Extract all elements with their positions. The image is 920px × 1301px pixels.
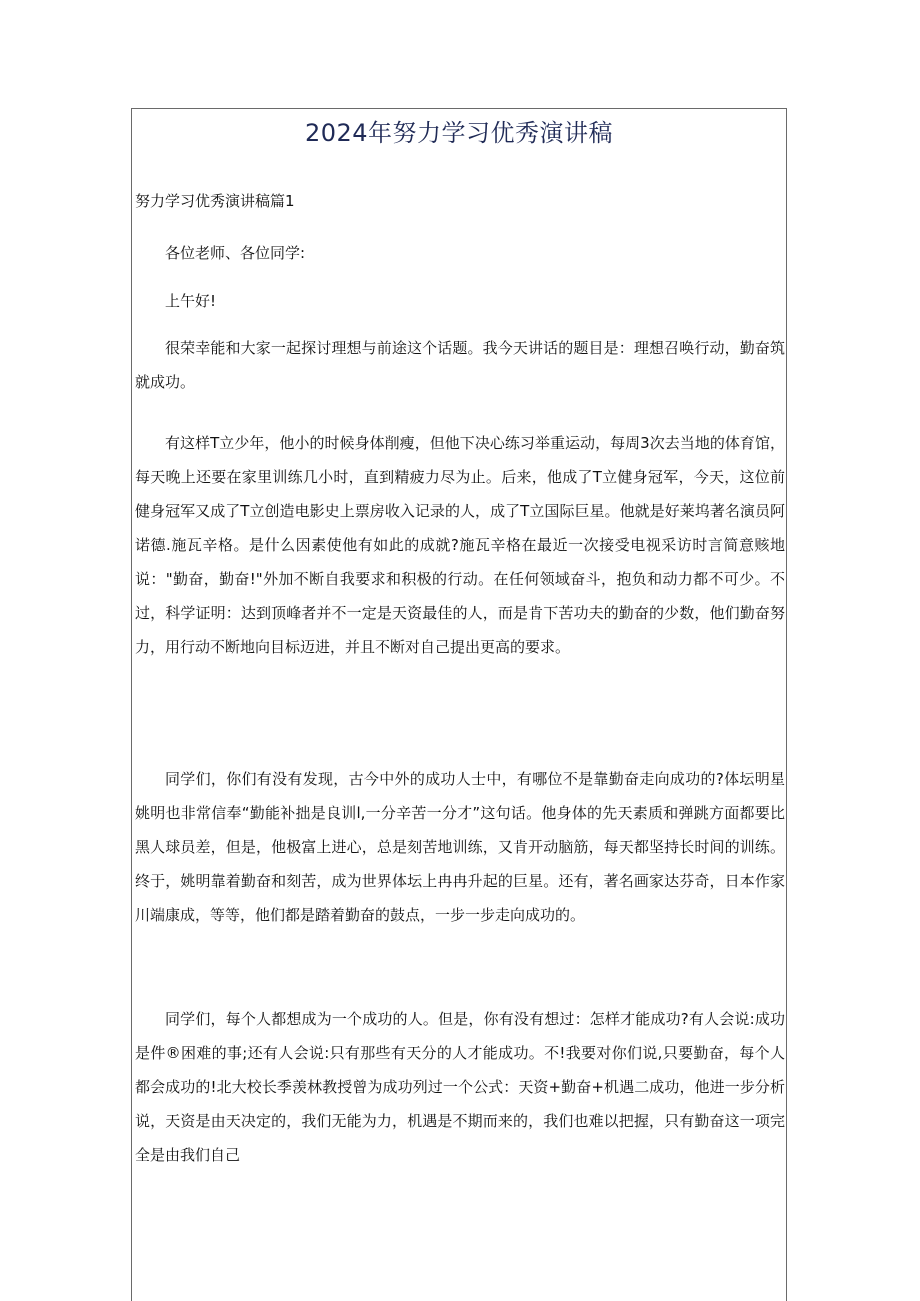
section-title: 努力学习优秀演讲稿篇1 bbox=[135, 192, 295, 210]
salutation-line: 上午好! bbox=[165, 292, 217, 310]
paragraph: 很荣幸能和大家一起探讨理想与前途这个话题。我今天讲话的题目是：理想召唤行动，勤奋筑就成功。 bbox=[135, 339, 785, 391]
paragraph: 有这样T立少年，他小的时候身体削瘦，但他下决心练习举重运动，每周3次去当地的体育馆，每天晚上还要在家里训练几小时，直到精疲力尽为止。后来，他成了T立健身冠军，今天，这位前健身冠军又成了T立创造电影史上票房收入记录的人，成了T立国际巨星。他就是好莱坞著名演员阿诺德.施瓦辛格。是什么因素使他有如此的成就?施瓦辛格在最近一次接受电视采访时言简意赅地说："勤奋，勤奋!"外加不断自我要求和积极的行动。在任何领域奋斗，抱负和动力都不可少。不过，科学证明：达到顶峰者并不一定是天资最佳的人，而是肯下苦功夫的勤奋的少数，他们勤奋努力，用行动不断地向目标迈进，并且不断对自己提出更高的要求。 bbox=[135, 434, 785, 656]
paragraph: 同学们，每个人都想成为一个成功的人。但是，你有没有想过：怎样才能成功?有人会说:成功是件®困难的事;还有人会说:只有那些有天分的人才能成功。不!我要对你们说,只要勤奋，每个人都会成功的!北大校长季羡林教授曾为成功列过一个公式：天资+勤奋+机遇二成功，他进一步分析说，天资是由天决定的，我们无能为力，机遇是不期而来的，我们也难以把握，只有勤奋这一项完全是由我们自己 bbox=[135, 1010, 785, 1164]
greeting-line: 各位老师、各位同学: bbox=[165, 244, 306, 262]
document-title: 2024年努力学习优秀演讲稿 bbox=[304, 119, 614, 147]
paragraph: 同学们，你们有没有发现，古今中外的成功人士中，有哪位不是靠勤奋走向成功的?体坛明星姚明也非常信奉“勤能补拙是良训l,一分辛苦一分才”这句话。他身体的先天素质和弹跳方面都要比黑人球员差，但是，他极富上进心，总是刻苦地训练，又肯开动脑筋，每天都坚持长时间的训练。终于，姚明靠着勤奋和刻苦，成为世界体坛上冉冉升起的巨星。还有，著名画家达芬奇，日本作家川端康成，等等，他们都是踏着勤奋的鼓点，一步一步走向成功的。 bbox=[135, 770, 785, 924]
